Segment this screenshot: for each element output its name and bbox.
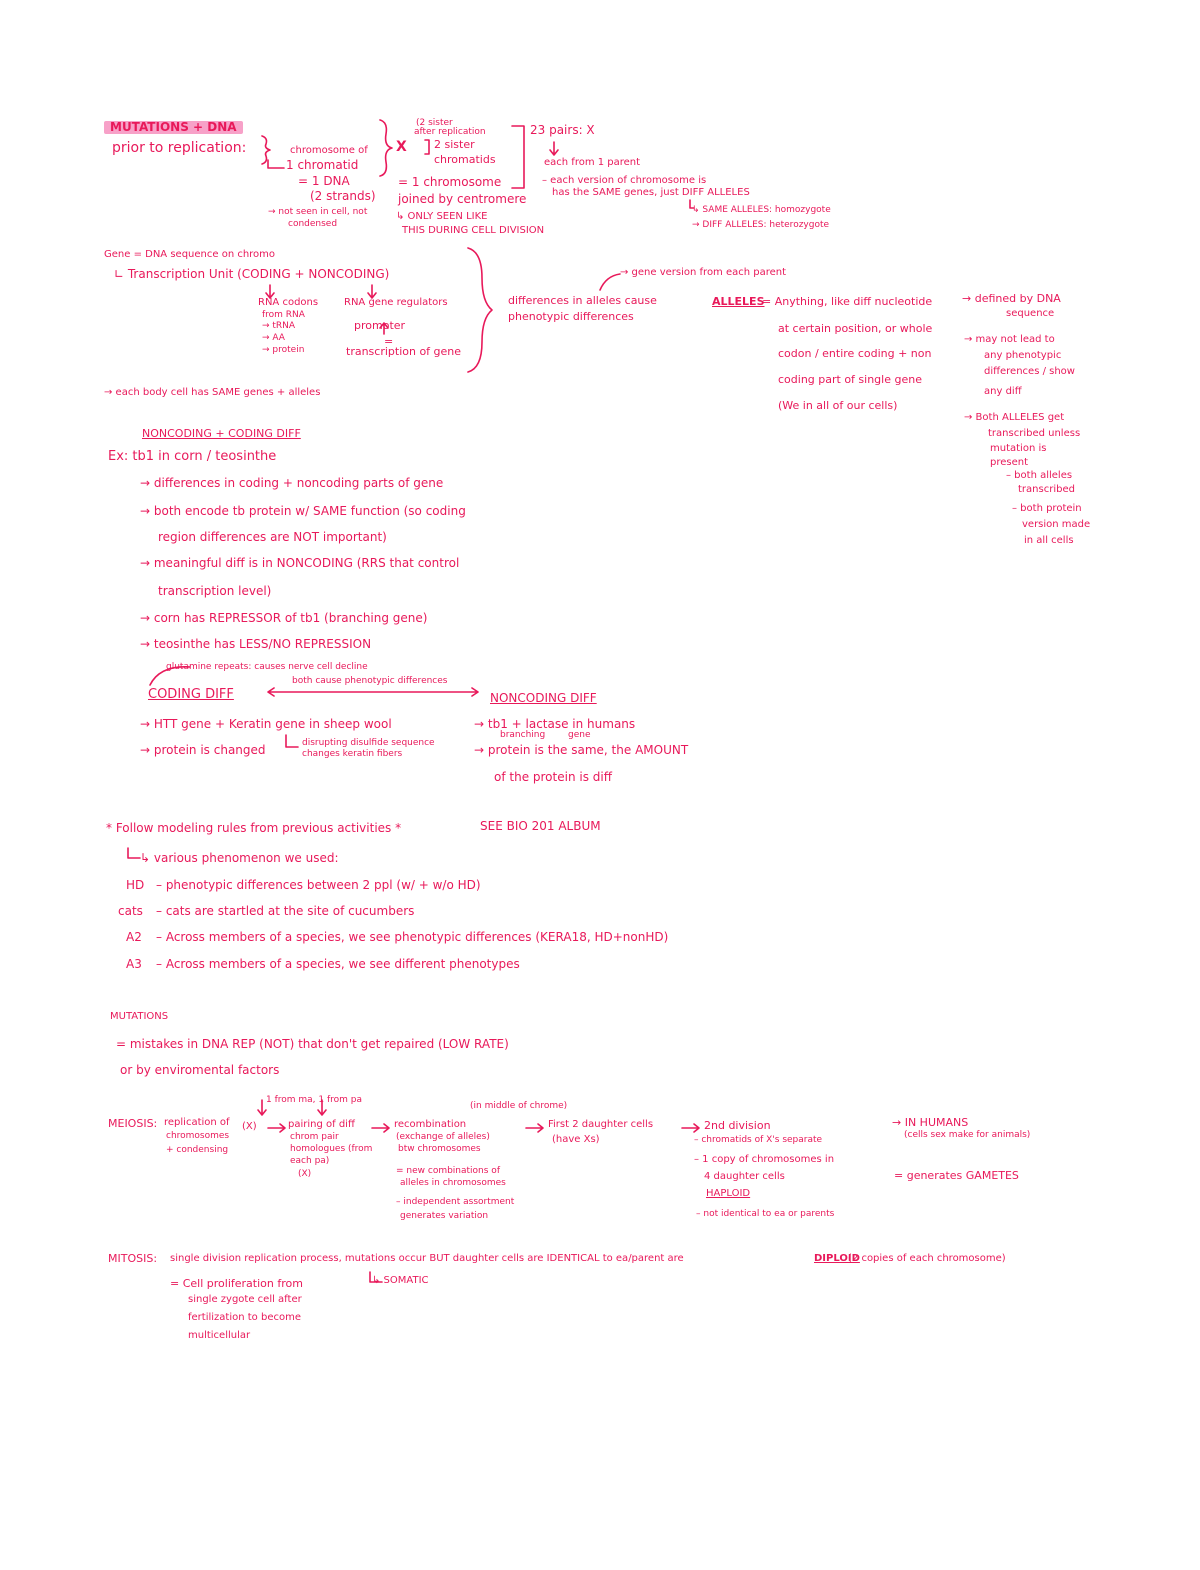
coding-e: → protein — [262, 345, 305, 355]
mutations-line-2: or by enviromental factors — [120, 1063, 280, 1077]
coding-d: → AA — [262, 333, 285, 343]
version-a: – each version of chromosome is — [542, 175, 707, 186]
x-chromosome-mark: X — [396, 139, 407, 155]
tb1-line-4: → meaningful diff is in NONCODING (RRS that control — [140, 556, 460, 570]
a2-key: A2 — [126, 930, 142, 944]
alleles-def-b: at certain position, or whole — [778, 322, 933, 335]
copy-a: – 1 copy of chromosomes in — [694, 1154, 835, 1165]
joined-centromere: joined by centromere — [398, 192, 527, 206]
indep-a: – independent assortment — [396, 1197, 515, 1207]
double-arrow-both — [268, 688, 478, 696]
defined-dna-b: sequence — [1006, 308, 1055, 319]
pairing-b: chrom pair — [290, 1132, 339, 1142]
glutamine-note: glutamine repeats: causes nerve cell decline — [166, 662, 368, 672]
chromosome-label: chromosome of — [290, 145, 368, 156]
meiosis-label: MEIOSIS: — [108, 1117, 158, 1130]
diff-alleles: → DIFF ALLELES: heterozygote — [692, 220, 830, 230]
generates-gametes: = generates GAMETES — [894, 1169, 1019, 1182]
gene-note: gene — [568, 730, 591, 740]
tb1-line-6: → corn has REPRESSOR of tb1 (branching gene) — [140, 611, 428, 625]
gene-version: → gene version from each parent — [620, 267, 787, 278]
htt-keratin: → HTT gene + Keratin gene in sheep wool — [140, 717, 392, 731]
prolif-d: multicellular — [188, 1330, 251, 1341]
brace-sister — [425, 140, 429, 154]
see-bio-album: SEE BIO 201 ALBUM — [480, 819, 601, 833]
a3-value: – Across members of a species, we see different phenotypes — [156, 957, 520, 971]
both-alleles-c: mutation is — [990, 443, 1047, 454]
both-alleles-f: transcribed — [1018, 484, 1075, 495]
meiosis-rep-c: + condensing — [166, 1145, 229, 1155]
in-middle-note: (in middle of chrome) — [470, 1101, 568, 1111]
both-alleles-b: transcribed unless — [988, 428, 1081, 439]
title-noncoding-coding-diff: NONCODING + CODING DIFF — [142, 427, 301, 440]
diploid: DIPLOID — [814, 1253, 860, 1264]
brace-prior — [262, 136, 270, 164]
coding-a: RNA codons — [258, 297, 319, 308]
hook-disrupt — [286, 735, 298, 747]
in-humans: → IN HUMANS — [892, 1116, 969, 1129]
copy-b: 4 daughter cells — [704, 1171, 785, 1182]
tb1-lactase: → tb1 + lactase in humans — [474, 717, 636, 731]
maynot-d: any diff — [984, 386, 1022, 397]
disrupt-a: disrupting disulfide sequence — [302, 738, 435, 748]
both-alleles-e: – both alleles — [1006, 470, 1073, 481]
a2-value: – Across members of a species, we see phenotypic differences (KERA18, HD+nonHD) — [156, 930, 669, 944]
version-b: has the SAME genes, just DIFF ALLELES — [552, 187, 750, 198]
follow-modeling-rules: * Follow modeling rules from previous activities * — [106, 821, 402, 835]
both-alleles-d: present — [990, 457, 1029, 468]
mitosis-text: single division replication process, mutations occur BUT daughter cells are IDENTICAL to ea/parent are — [170, 1253, 684, 1264]
second-division: 2nd division — [704, 1119, 771, 1132]
arrow-m1 — [268, 1124, 285, 1132]
noncoding-d: transcription of gene — [346, 345, 462, 358]
recomb-b: (exchange of alleles) — [396, 1132, 490, 1142]
noncoding-diff-heading: NONCODING DIFF — [490, 691, 597, 705]
arrow-m3 — [526, 1124, 543, 1132]
new-combo-b: alleles in chromosomes — [400, 1178, 506, 1188]
not-condensed-a: → not seen in cell, not — [268, 207, 368, 217]
after-replication-b: after replication — [414, 127, 486, 137]
maynot-c: differences / show — [984, 366, 1075, 377]
first-daughter-b: (have Xs) — [552, 1134, 600, 1145]
arrow-gene-version — [600, 274, 620, 290]
pairing-e: (X) — [298, 1169, 312, 1179]
cats-key: cats — [118, 904, 143, 918]
haploid: HAPLOID — [706, 1188, 751, 1199]
first-daughter-a: First 2 daughter cells — [548, 1119, 654, 1130]
maynot-b: any phenotypic — [984, 350, 1062, 361]
same-alleles: ↳ SAME ALLELES: homozygote — [692, 205, 831, 215]
both-alleles-a: → Both ALLELES get — [964, 412, 1065, 423]
coding-b: from RNA — [262, 310, 305, 320]
protein-amount-diff: of the protein is diff — [494, 770, 612, 784]
tb1-line-1: → differences in coding + noncoding parts of gene — [140, 476, 444, 490]
sister-b: chromatids — [434, 153, 496, 166]
diff-alleles-cause-b: phenotypic differences — [508, 310, 634, 323]
alleles-def-a: = Anything, like diff nucleotide — [762, 295, 933, 308]
new-combo-a: = new combinations of — [396, 1166, 500, 1176]
prolif-b: single zygote cell after — [188, 1294, 302, 1305]
chromatid-label: 1 chromatid — [286, 158, 359, 172]
cells-sex: (cells sex make for animals) — [904, 1130, 1031, 1140]
arrow-parent — [550, 142, 558, 155]
pairing-d: each pa) — [290, 1156, 330, 1166]
after-replication-a: (2 sister — [416, 118, 453, 128]
bracket-pairs — [512, 126, 524, 188]
pairing-c: homologues (from — [290, 1144, 373, 1154]
brace-chromosome — [380, 120, 392, 176]
recomb-c: btw chromosomes — [398, 1144, 481, 1154]
coding-c: → tRNA — [262, 321, 296, 331]
indep-b: generates variation — [400, 1211, 489, 1221]
mitosis-label: MITOSIS: — [108, 1252, 158, 1265]
hd-value: – phenotypic differences between 2 ppl (w/ + w/o HD) — [156, 878, 481, 892]
both-alleles-g: – both protein — [1012, 503, 1082, 514]
defined-dna-a: → defined by DNA — [962, 292, 1061, 305]
sister-a: 2 sister — [434, 138, 475, 151]
noncoding-a: RNA gene regulators — [344, 297, 448, 308]
same-protein-amount: → protein is the same, the AMOUNT — [474, 743, 689, 757]
somatic: ↳ SOMATIC — [372, 1275, 429, 1286]
cats-value: – cats are startled at the site of cucumbers — [156, 904, 415, 918]
hd-key: HD — [126, 878, 145, 892]
only-seen-a: ↳ ONLY SEEN LIKE — [396, 211, 488, 222]
arrow-m2 — [372, 1124, 389, 1132]
title-mutations-dna: MUTATIONS + DNA — [104, 121, 243, 134]
tb1-line-3: region differences are NOT important) — [158, 530, 387, 544]
meiosis-xx: (X) — [242, 1121, 257, 1132]
chromatids-separate: – chromatids of X's separate — [694, 1135, 823, 1145]
only-seen-b: THIS DURING CELL DIVISION — [402, 225, 545, 236]
recomb-a: recombination — [394, 1119, 467, 1130]
various-phenomenon: ↳ various phenomenon we used: — [140, 851, 339, 865]
a3-key: A3 — [126, 957, 142, 971]
tb1-line-2: → both encode tb protein w/ SAME function (so coding — [140, 504, 466, 518]
gene-definition: Gene = DNA sequence on chromo — [104, 249, 276, 260]
coding-diff-heading: CODING DIFF — [148, 687, 234, 702]
transcription-unit: ∟ Transcription Unit (CODING + NONCODING) — [114, 267, 390, 281]
both-alleles-i: in all cells — [1024, 535, 1074, 546]
meiosis-rep-a: replication of — [164, 1117, 230, 1128]
tb1-line-7: → teosinthe has LESS/NO REPRESSION — [140, 637, 372, 651]
not-condensed-b: condensed — [288, 219, 338, 229]
alleles-def-d: coding part of single gene — [778, 373, 922, 386]
prior-to-replication: prior to replication: — [112, 140, 247, 156]
alleles-label: ALLELES — [712, 295, 765, 308]
alleles-def-e: (We in all of our cells) — [778, 399, 898, 412]
hook-various — [128, 848, 140, 858]
maynot-a: → may not lead to — [964, 334, 1055, 345]
protein-changed: → protein is changed — [140, 743, 266, 757]
alleles-def-c: codon / entire coding + non — [778, 347, 932, 360]
arrow-m4 — [682, 1124, 699, 1132]
from-parents: 1 from ma, 1 from pa — [266, 1095, 363, 1105]
strands-label: (2 strands) — [310, 189, 376, 203]
branching-note: branching — [500, 730, 546, 740]
pairs-23: 23 pairs: X — [530, 123, 595, 137]
dna-label: = 1 DNA — [298, 174, 350, 188]
not-identical: – not identical to ea or parents — [696, 1209, 835, 1219]
brace-gene — [468, 248, 492, 372]
noncoding-c: = — [384, 335, 394, 348]
both-cause-note: both cause phenotypic differences — [292, 676, 448, 686]
one-chromosome: = 1 chromosome — [398, 175, 502, 189]
example-tb1: Ex: tb1 in corn / teosinthe — [108, 449, 277, 464]
mutations-heading: MUTATIONS — [110, 1011, 169, 1022]
noncoding-b: promoter — [354, 319, 406, 332]
mutations-line-1: = mistakes in DNA REP (NOT) that don't get repaired (LOW RATE) — [116, 1037, 509, 1051]
each-parent: each from 1 parent — [544, 157, 641, 168]
tb1-line-5: transcription level) — [158, 584, 272, 598]
disrupt-b: changes keratin fibers — [302, 749, 403, 759]
both-alleles-h: version made — [1022, 519, 1091, 530]
diff-alleles-cause-a: differences in alleles cause — [508, 294, 657, 307]
two-copies: (2 copies of each chromosome) — [848, 1253, 1006, 1264]
meiosis-rep-b: chromosomes — [166, 1131, 230, 1141]
prolif-c: fertilization to become — [188, 1312, 301, 1323]
pairing-a: pairing of diff — [288, 1119, 355, 1130]
arrow-from-ma — [258, 1100, 266, 1115]
each-body-cell: → each body cell has SAME genes + alleles — [104, 387, 321, 398]
arrow-chromatid — [268, 160, 284, 168]
prolif-a: = Cell proliferation from — [170, 1277, 303, 1290]
